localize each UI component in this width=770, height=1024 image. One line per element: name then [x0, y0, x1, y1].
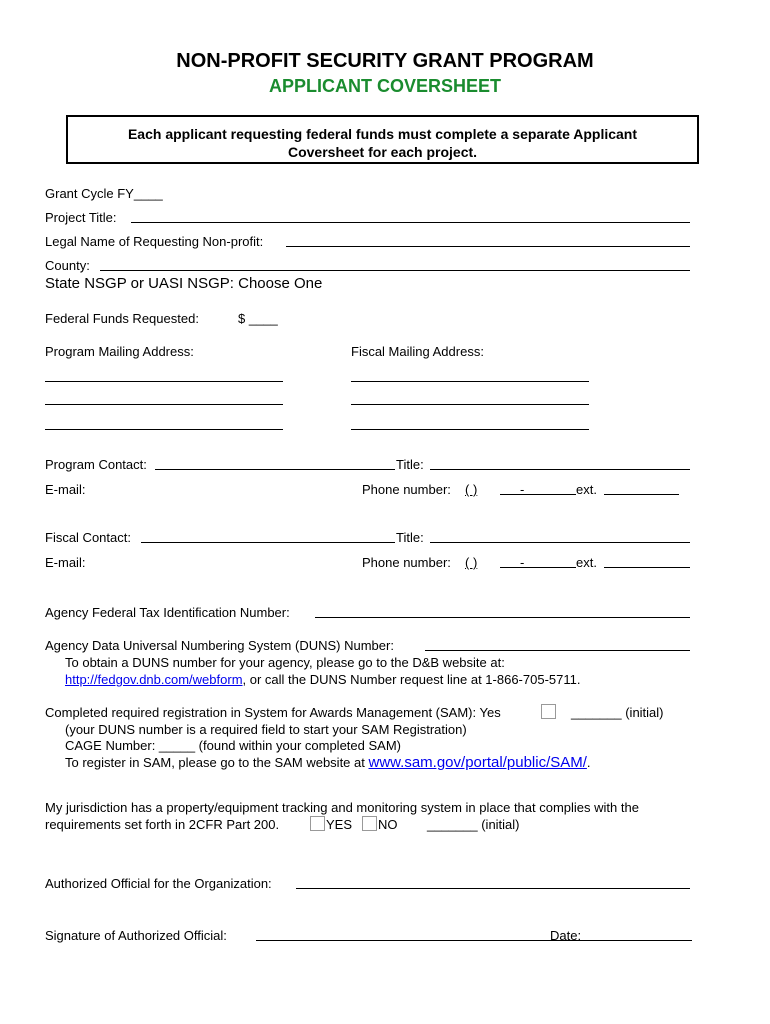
tracking-initial-field[interactable]: _______ (initial) [427, 817, 520, 832]
duns-call-text: , or call the DUNS Number request line at 1-866-705-5711. [242, 672, 581, 687]
fiscal-phone-area[interactable]: ( ) [465, 555, 478, 570]
county-field[interactable] [100, 270, 690, 271]
sam-register-text: To register in SAM, please go to the SAM website at [65, 755, 365, 770]
sam-register-line [65, 754, 591, 771]
sam-link[interactable]: www.sam.gov/portal/public/SAM/ [368, 754, 587, 771]
legal-name-field[interactable] [286, 246, 690, 247]
sam-period: . [586, 755, 591, 770]
sam-yes-checkbox[interactable] [541, 704, 556, 719]
program-phone-area[interactable]: ( ) [465, 482, 478, 497]
notice-line-1: Each applicant requesting federal funds must complete a separate Applicant [127, 126, 638, 142]
fiscal-phone-dash: - [520, 555, 525, 570]
fiscal-contact-label: Fiscal Contact: [45, 530, 131, 545]
tracking-no-label: NO [378, 817, 398, 832]
program-title-label: Title: [396, 457, 424, 472]
tracking-text-1: My jurisdiction has a property/equipment tracking and monitoring system in place that complies with the [45, 800, 639, 815]
program-title-field[interactable] [430, 469, 690, 470]
fiscal-phone-label: Phone number: [362, 555, 451, 570]
federal-funds-label: Federal Funds Requested: [45, 311, 199, 326]
tax-id-field[interactable] [315, 617, 690, 618]
date-field[interactable] [546, 940, 692, 941]
fiscal-contact-field[interactable] [141, 542, 395, 543]
sam-registration-label: Completed required registration in System for Awards Management (SAM): Yes [45, 705, 501, 720]
project-title-label: Project Title: [45, 210, 117, 225]
tracking-yes-checkbox[interactable] [310, 816, 325, 831]
county-label: County: [45, 258, 90, 273]
notice-box [66, 115, 699, 164]
tracking-text-2: requirements set forth in 2CFR Part 200. [45, 817, 280, 832]
duns-link[interactable]: http://fedgov.dnb.com/webform [65, 672, 243, 687]
program-phone-number[interactable] [500, 494, 576, 495]
authorized-official-label: Authorized Official for the Organization: [45, 876, 272, 891]
tracking-yes-label: YES [326, 817, 353, 832]
date-label: Date: [550, 928, 582, 943]
legal-name-label: Legal Name of Requesting Non-profit: [45, 234, 264, 249]
program-address-line-1[interactable] [45, 381, 283, 382]
program-contact-field[interactable] [155, 469, 395, 470]
cage-number-field[interactable]: CAGE Number: _____ (found within your completed SAM) [65, 738, 401, 753]
tracking-no-checkbox[interactable] [362, 816, 377, 831]
program-mailing-label: Program Mailing Address: [45, 344, 194, 359]
program-email-label: E-mail: [45, 482, 86, 497]
grant-cycle-label: Grant Cycle FY____ [45, 186, 163, 201]
program-address-line-3[interactable] [45, 429, 283, 430]
sam-initial-field[interactable]: _______ (initial) [571, 705, 664, 720]
fiscal-mailing-label: Fiscal Mailing Address: [351, 344, 484, 359]
fiscal-ext-field[interactable] [604, 567, 690, 568]
sam-note: (your DUNS number is a required field to start your SAM Registration) [65, 722, 467, 737]
duns-info: To obtain a DUNS number for your agency, please go to the D&B website at: [65, 655, 505, 670]
fiscal-title-field[interactable] [430, 542, 690, 543]
form-title: NON-PROFIT SECURITY GRANT PROGRAM [176, 50, 594, 72]
duns-label: Agency Data Universal Numbering System (DUNS) Number: [45, 638, 394, 653]
program-ext-field[interactable] [604, 494, 679, 495]
fiscal-address-line-2[interactable] [351, 404, 589, 405]
federal-funds-field[interactable]: $ ____ [238, 311, 278, 326]
duns-link-line [65, 672, 580, 687]
tax-id-label: Agency Federal Tax Identification Number: [45, 605, 290, 620]
duns-field[interactable] [425, 650, 690, 651]
fiscal-title-label: Title: [396, 530, 424, 545]
project-title-field[interactable] [131, 222, 690, 223]
program-ext-label: ext. [576, 482, 597, 497]
authorized-official-field[interactable] [296, 888, 690, 889]
program-address-line-2[interactable] [45, 404, 283, 405]
program-phone-label: Phone number: [362, 482, 451, 497]
notice-line-2: Coversheet for each project. [287, 144, 478, 160]
fiscal-email-label: E-mail: [45, 555, 86, 570]
fiscal-address-line-3[interactable] [351, 429, 589, 430]
program-type-select[interactable]: State NSGP or UASI NSGP: Choose One [45, 275, 323, 292]
program-phone-dash: - [520, 482, 525, 497]
fiscal-ext-label: ext. [576, 555, 597, 570]
fiscal-address-line-1[interactable] [351, 381, 589, 382]
signature-label: Signature of Authorized Official: [45, 928, 227, 943]
program-contact-label: Program Contact: [45, 457, 147, 472]
signature-field[interactable] [256, 940, 546, 941]
form-subtitle: APPLICANT COVERSHEET [268, 76, 502, 96]
fiscal-phone-number[interactable] [500, 567, 576, 568]
